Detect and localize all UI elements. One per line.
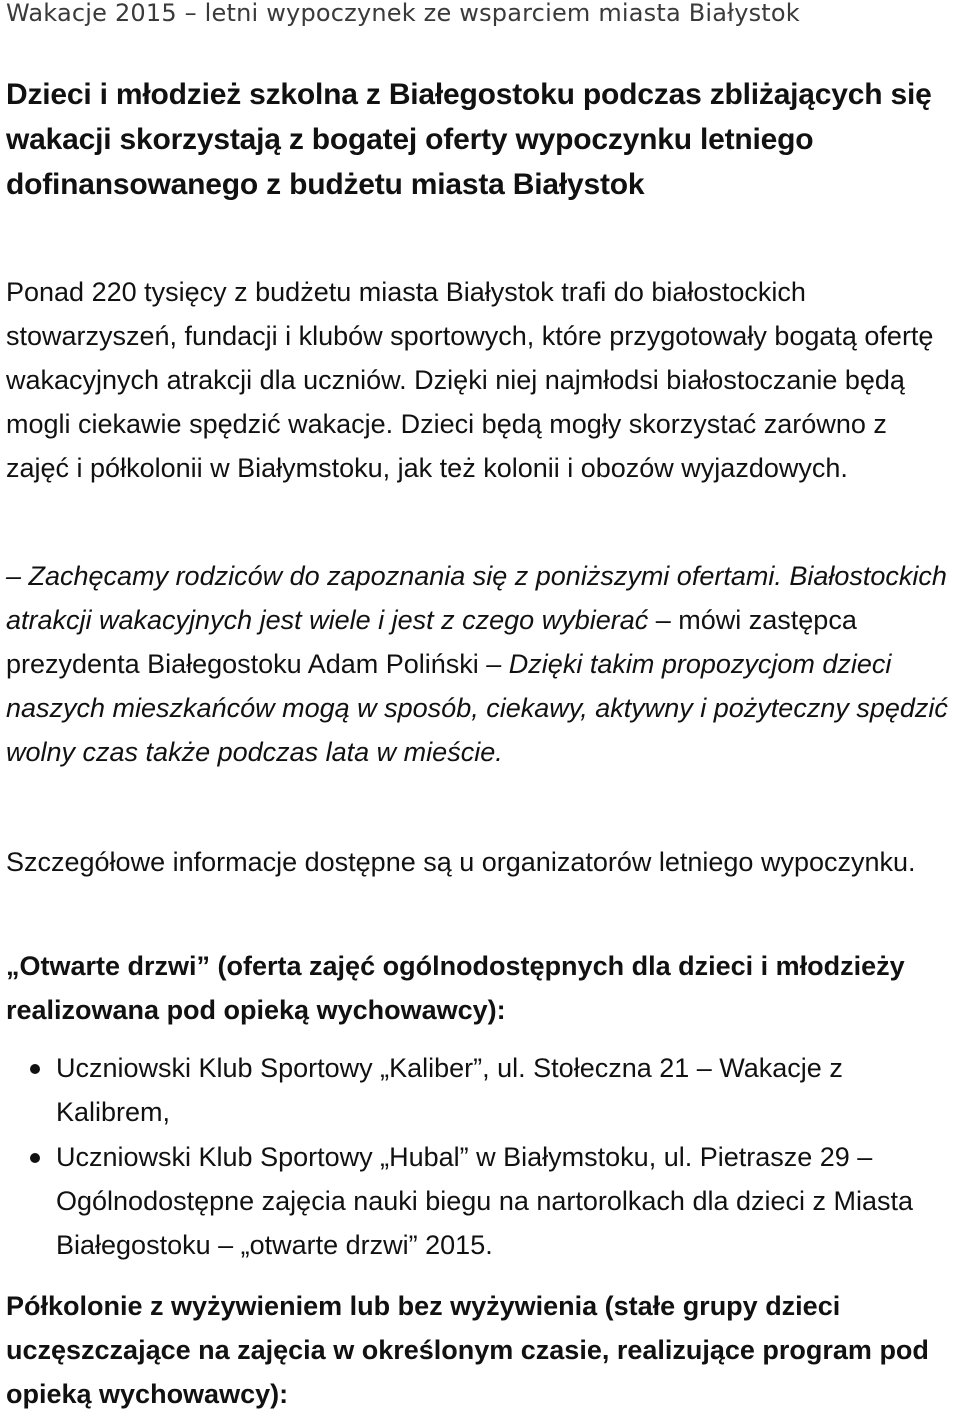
bullet-icon [30,1064,40,1074]
list-item-text: Uczniowski Klub Sportowy „Kaliber”, ul. Stołeczna 21 – Wakacje z Kalibrem, [56,1053,843,1127]
section-heading-otwarte-drzwi: „Otwarte drzwi” (oferta zajęć ogólnodostępnych dla dzieci i młodzieży realizowana pod opieką wychowawcy): [6,951,905,1025]
quote-part-2: – Dzięki takim propozycjom dzieci naszych mieszkańców mogą w sposób, ciekawy, aktywny i pożyteczny spędzić wolny czas także podczas lata w mieście. [6,649,948,767]
section-heading-polkolonie: Półkolonie z wyżywieniem lub bez wyżywienia (stałe grupy dzieci uczęszczające na zajęcia w określonym czasie, realizujące program pod opieką wychowawcy): [6,1291,929,1409]
bullet-icon [30,1153,40,1163]
list-item [0,1135,954,1267]
article-paragraph-2: Szczegółowe informacje dostępne są u organizatorów letniego wypoczynku. [6,847,916,877]
otwarte-drzwi-list [0,1046,954,1268]
list-item [0,1046,954,1134]
article-lead: Dzieci i młodzież szkolna z Białegostoku podczas zbliżających się wakacji skorzystają z bogatej oferty wypoczynku letniego dofinansowanego z budżetu miasta Białystok [6,78,932,201]
quote-paragraph [6,554,954,774]
quote-part-1: – Zachęcamy rodziców do zapoznania się z poniższymi ofertami. Białostockich atrakcji wakacyjnych jest wiele i jest z czego wybierać [6,561,947,635]
list-item-text: Uczniowski Klub Sportowy „Hubal” w Białymstoku, ul. Pietrasze 29 – Ogólnodostępne zajęcia nauki biegu na nartorolkach dla dzieci z Miasta Białegostoku – „otwarte drzwi” 2015. [56,1142,914,1260]
page-header-title: Wakacje 2015 – letni wypoczynek ze wsparciem miasta Białystok [6,0,800,27]
quote-attribution: – mówi zastępca prezydenta Białegostoku Adam Poliński [6,605,857,679]
article-paragraph-1: Ponad 220 tysięcy z budżetu miasta Białystok trafi do białostockich stowarzyszeń, fundacji i klubów sportowych, które przygotowały bogatą ofertę wakacyjnych atrakcji dla uczniów. Dzięki niej najmłodsi białostoczanie będą mogli ciekawie spędzić wakacje. Dzieci będą mogły skorzystać zarówno z zajęć i półkolonii w Białymstoku, jak też kolonii i obozów wyjazdowych. [6,277,934,483]
